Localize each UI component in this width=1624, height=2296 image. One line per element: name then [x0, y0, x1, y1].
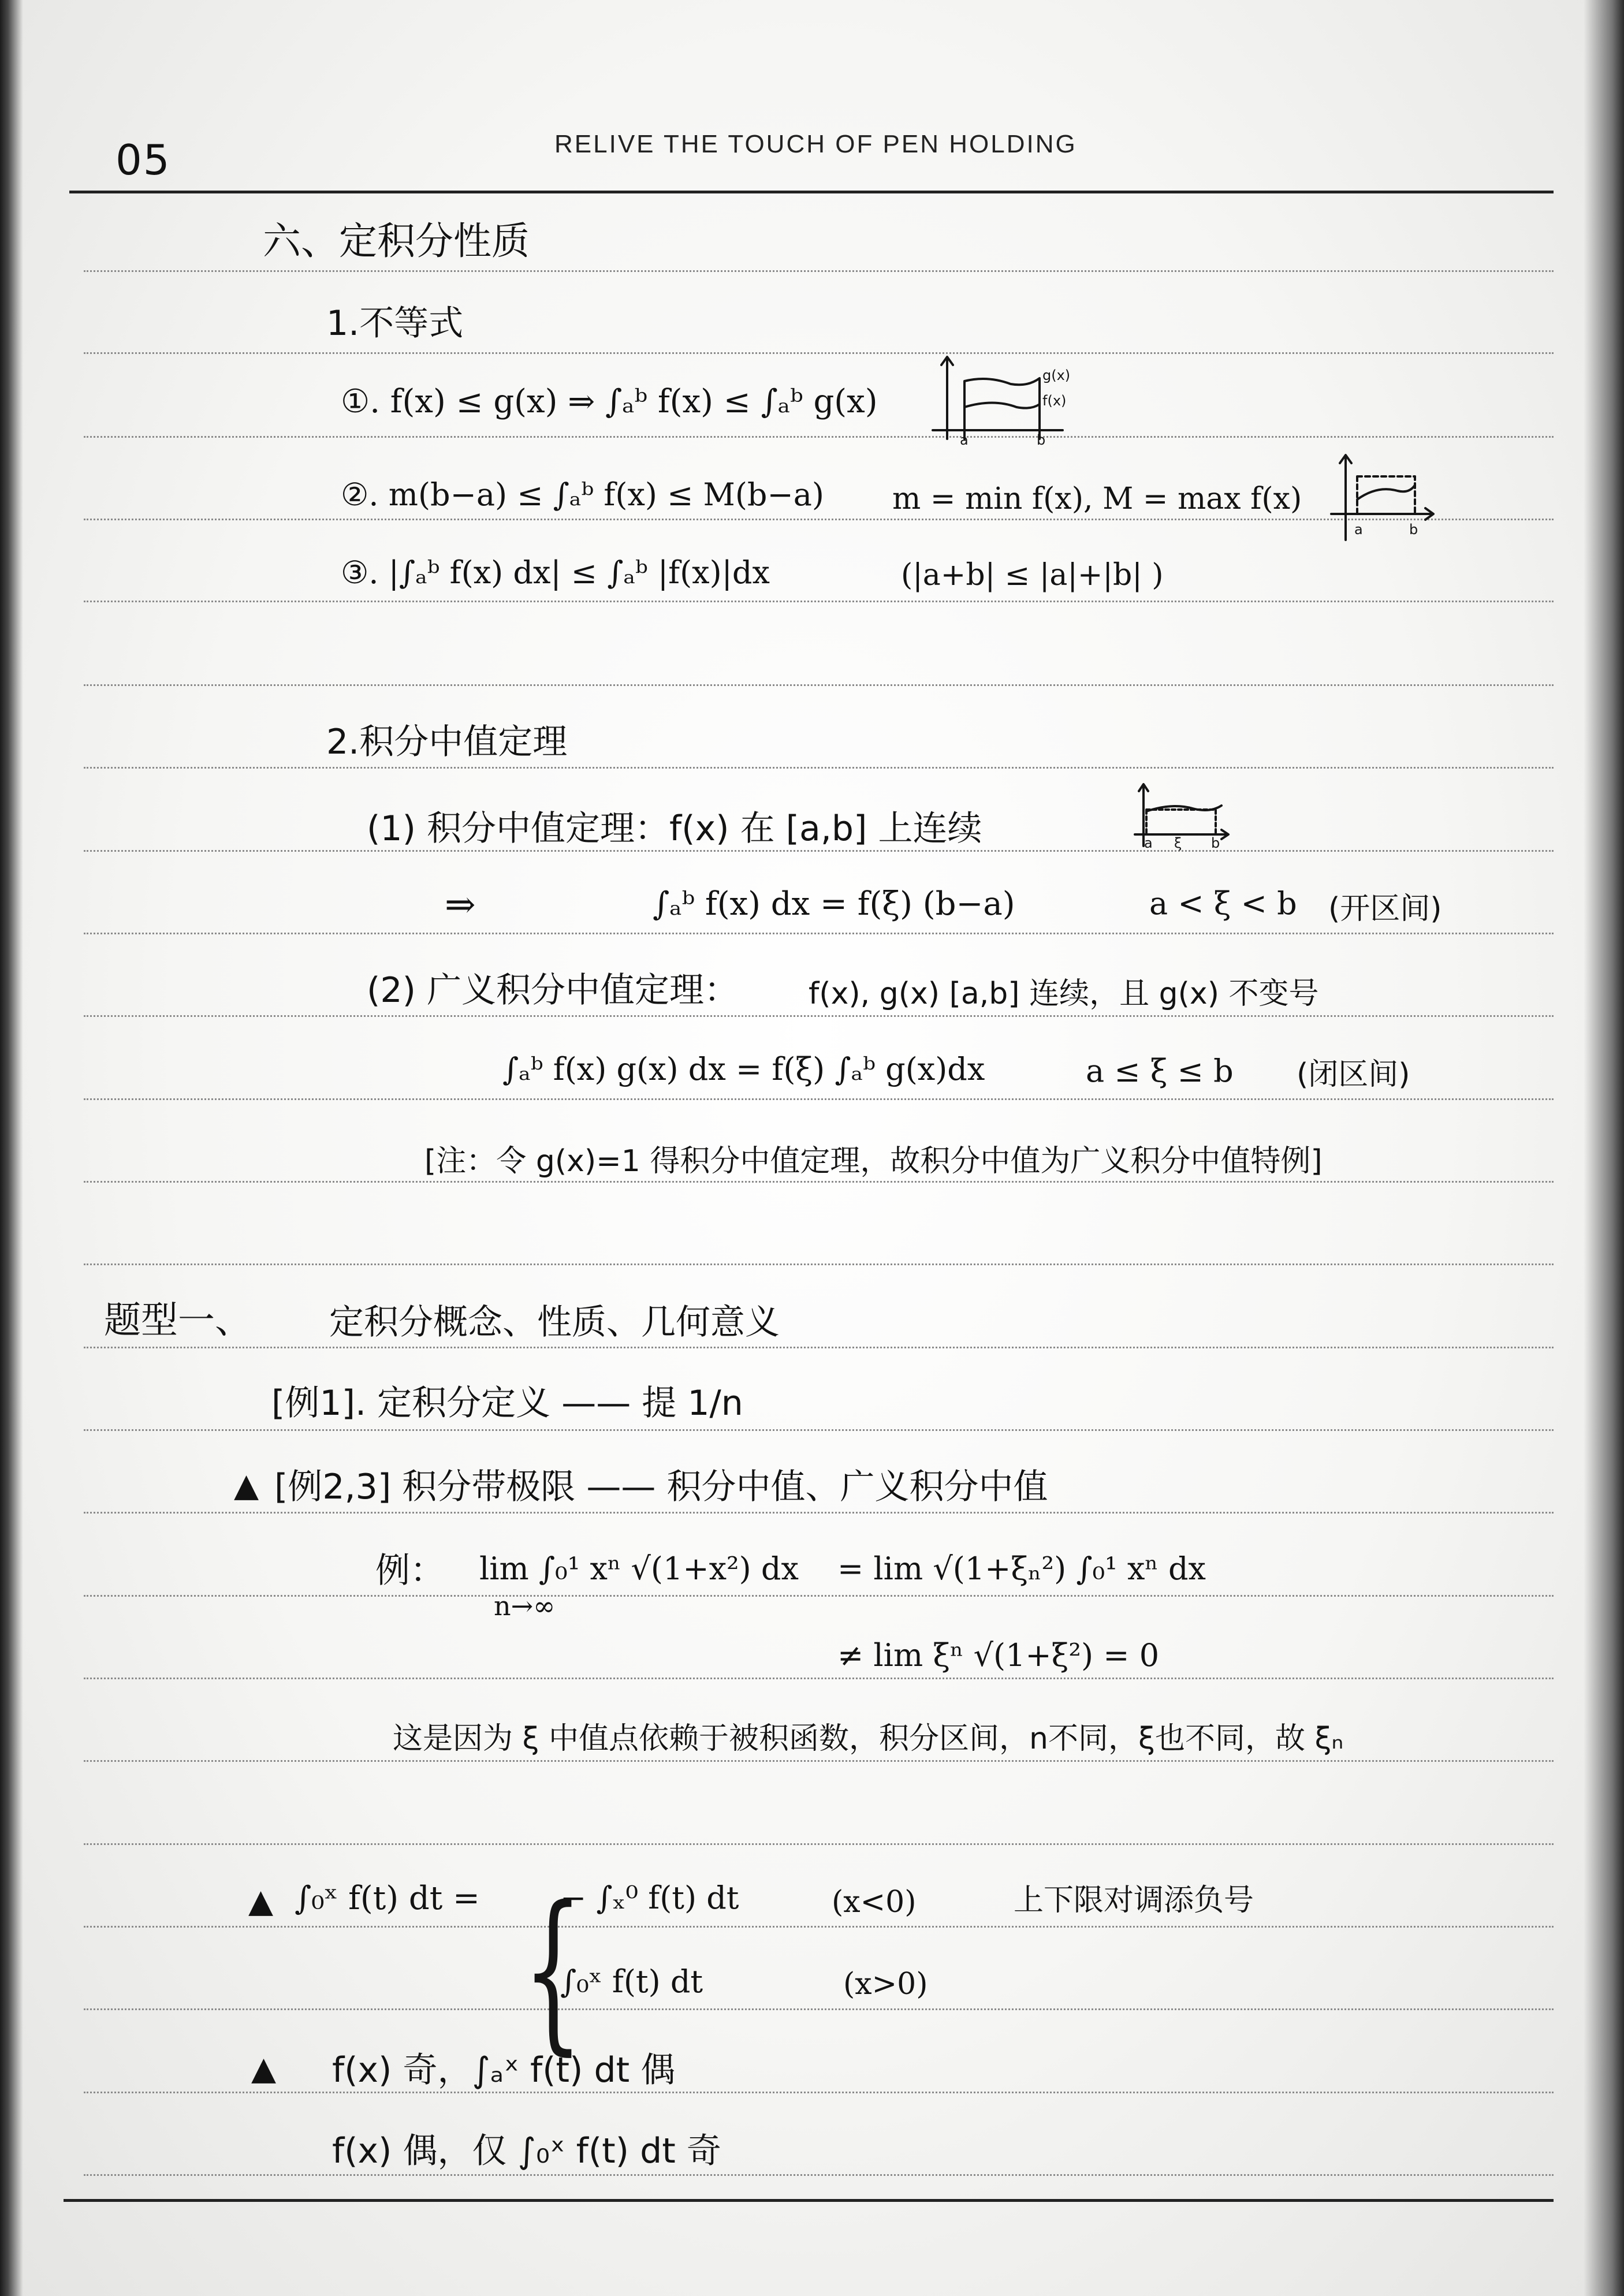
header-title: RELIVE THE TOUCH OF PEN HOLDING	[554, 130, 1077, 158]
inequality-note-abs: (|a+b| ≤ |a|+|b| )	[901, 558, 1164, 592]
piecewise-lhs: ∫₀ˣ f(t) dt =	[295, 1880, 480, 1917]
piecewise-brace: {	[523, 1869, 583, 2071]
triangle-marker-icon: ▲	[234, 1467, 259, 1504]
ruled-line	[84, 2092, 1554, 2093]
ruled-line	[84, 1595, 1554, 1597]
generalized-range: a ≤ ξ ≤ b	[1086, 1053, 1234, 1089]
ruled-line	[84, 1843, 1554, 1845]
inequality-note-minmax: m = min f(x), M = max f(x)	[892, 482, 1302, 516]
piecewise-case-1-condition: (x<0)	[832, 1885, 917, 1919]
area-comparison-sketch	[924, 352, 1074, 448]
footer-rule	[64, 2199, 1554, 2202]
ruled-line	[84, 436, 1554, 438]
ruled-line	[84, 684, 1554, 686]
mean-value-sketch	[1129, 780, 1233, 849]
inequality-item-2: ②. m(b−a) ≤ ∫ₐᵇ f(x) ≤ M(b−a)	[341, 476, 824, 513]
sketch-label-g: g(x)	[1042, 367, 1071, 383]
header-rule	[69, 191, 1554, 193]
ruled-line	[84, 270, 1554, 272]
piecewise-case-1-note: 上下限对调添负号	[1014, 1883, 1254, 1918]
ruled-line	[84, 2008, 1554, 2010]
ruled-line	[84, 1512, 1554, 1514]
example-integral-lhs: lim ∫₀¹ xⁿ √(1+x²) dx	[479, 1550, 799, 1587]
triangle-marker-icon: ▲	[248, 1883, 274, 1920]
mean-value-remark: [注：令 g(x)=1 得积分中值定理，故积分中值为广义积分中值特例]	[424, 1144, 1323, 1179]
sketch3-label-b: b	[1211, 835, 1220, 851]
ruled-line	[84, 601, 1554, 602]
mean-value-item-1: (1) 积分中值定理：f(x) 在 [a,b] 上连续	[367, 808, 982, 849]
ruled-line	[84, 1347, 1554, 1348]
triangle-marker-icon: ▲	[251, 2050, 277, 2088]
ruled-line	[84, 933, 1554, 934]
section-heading: 六、定积分性质	[263, 219, 530, 263]
piecewise-case-2: ∫₀ˣ f(t) dt	[560, 1963, 703, 2000]
ruled-line	[84, 850, 1554, 852]
ruled-line	[84, 767, 1554, 769]
ruled-line	[84, 2174, 1554, 2176]
example-explanation: 这是因为 ξ 中值点依赖于被积函数，积分区间，n不同，ξ也不同，故 ξₙ	[393, 1721, 1344, 1756]
bound-rectangle-sketch	[1323, 450, 1438, 543]
mean-value-formula: ∫ₐᵇ f(x) dx = f(ξ) (b−a)	[653, 885, 1015, 923]
ruled-line	[84, 352, 1554, 354]
sketch-label-f: f(x)	[1042, 393, 1067, 409]
mean-value-range: a < ξ < b	[1149, 885, 1297, 922]
problem-type-title: 题型一、	[104, 1299, 252, 1342]
generalized-formula: ∫ₐᵇ f(x) g(x) dx = f(ξ) ∫ₐᵇ g(x)dx	[502, 1051, 985, 1087]
sketch-label-b: b	[1037, 432, 1046, 448]
ruled-line	[84, 1263, 1554, 1265]
ruled-line	[84, 1181, 1554, 1183]
sketch-label-a: a	[960, 432, 969, 448]
example-1-heading: [例1]. 定积分定义 —— 提 1/n	[271, 1383, 743, 1423]
ruled-line	[84, 1098, 1554, 1100]
ruled-line	[84, 1015, 1554, 1017]
ruled-line	[84, 1678, 1554, 1679]
open-interval-note: (开区间)	[1328, 892, 1442, 926]
ruled-line	[84, 1760, 1554, 1762]
page-number: 05	[116, 136, 171, 184]
example-inequality-wrong: ≠ lim ξⁿ √(1+ξ²) = 0	[837, 1637, 1160, 1673]
mean-value-title: 2.积分中值定理	[326, 722, 568, 762]
ruled-line	[84, 1429, 1554, 1431]
sketch2-label-b: b	[1409, 521, 1418, 538]
mean-value-item-2-condition: f(x), g(x) [a,b] 连续，且 g(x) 不变号	[809, 976, 1319, 1011]
example-limit-subscript: n→∞	[494, 1590, 556, 1622]
problem-type-topic: 定积分概念、性质、几何意义	[329, 1302, 780, 1343]
closed-interval-note: (闭区间)	[1297, 1057, 1410, 1092]
inequality-title: 1.不等式	[326, 303, 464, 344]
mean-value-item-2: (2) 广义积分中值定理：	[367, 970, 739, 1011]
example-label: 例：	[375, 1550, 445, 1591]
piecewise-case-2-condition: (x>0)	[843, 1967, 928, 2001]
inequality-item-1: ①. f(x) ≤ g(x) ⇒ ∫ₐᵇ f(x) ≤ ∫ₐᵇ g(x)	[341, 383, 878, 420]
inequality-item-3: ③. |∫ₐᵇ f(x) dx| ≤ ∫ₐᵇ |f(x)|dx	[341, 554, 770, 591]
sketch3-label-xi: ξ	[1174, 835, 1182, 851]
page-edge-left	[0, 0, 23, 2296]
parity-rule-even: f(x) 偶，仅 ∫₀ˣ f(t) dt 奇	[332, 2131, 721, 2171]
sketch3-label-a: a	[1144, 835, 1153, 851]
example-integral-mid: = lim √(1+ξₙ²) ∫₀¹ xⁿ dx	[837, 1550, 1206, 1587]
sketch2-label-a: a	[1354, 521, 1363, 538]
ruled-line	[84, 1926, 1554, 1928]
page-edge-right	[1584, 0, 1624, 2296]
implies-arrow: ⇒	[445, 884, 476, 926]
piecewise-case-1: − ∫ₓ⁰ f(t) dt	[560, 1880, 739, 1916]
example-2-3-heading: [例2,3] 积分带极限 —— 积分中值、广义积分中值	[274, 1467, 1048, 1507]
parity-rule-odd: f(x) 奇，∫ₐˣ f(t) dt 偶	[332, 2050, 676, 2090]
